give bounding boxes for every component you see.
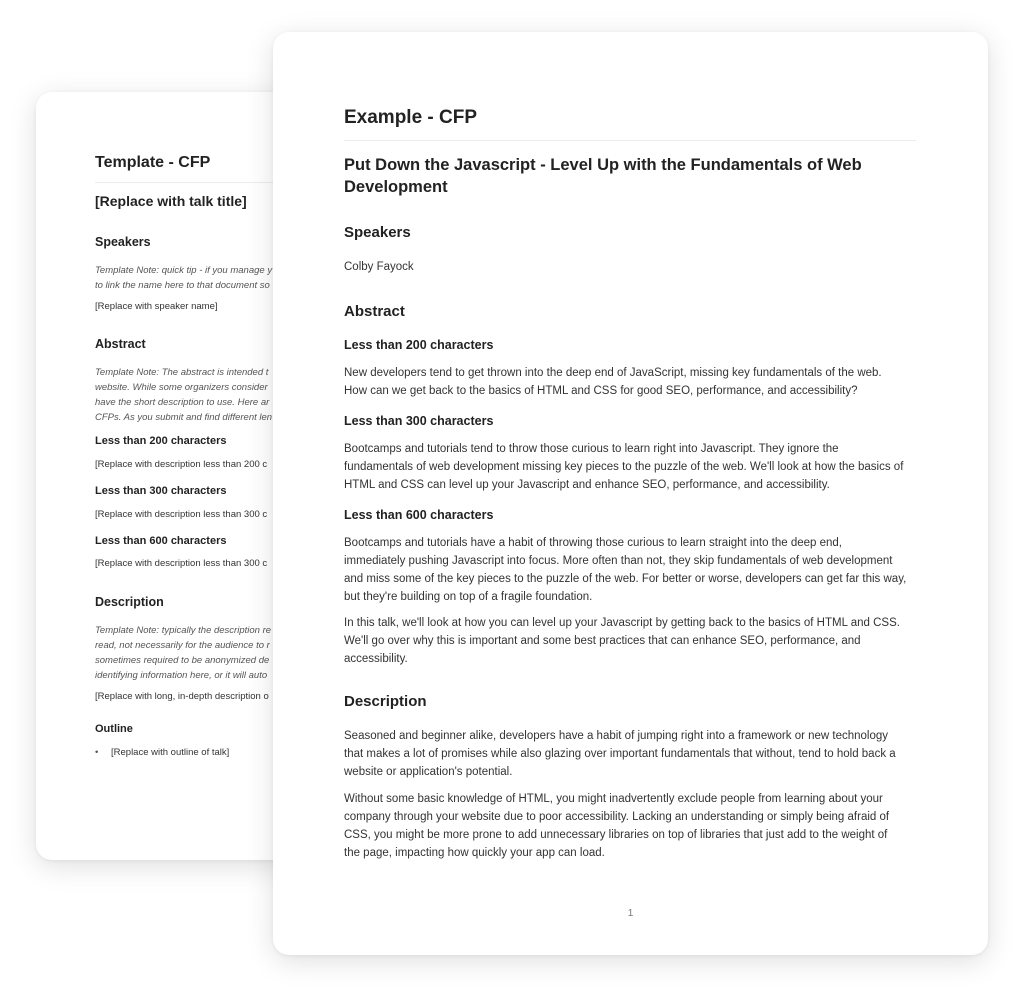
note-line: Template Note: typically the description re <box>95 625 272 636</box>
template-speaker-placeholder: [Replace with speaker name] <box>95 301 218 312</box>
example-description-paragraph-1 <box>344 727 916 781</box>
note-line: read, not necessarily for the audience to r <box>95 640 270 651</box>
text-line: New developers tend to get thrown into the deep end of JavaScript, missing key fundamentals of the web. <box>344 367 882 379</box>
example-abstract-600-heading: Less than 600 characters <box>344 508 494 522</box>
talk-title-line: Put Down the Javascript - Level Up with the Fundamentals of Web <box>344 156 862 174</box>
note-line: Template Note: The abstract is intended t <box>95 367 269 378</box>
template-speakers-heading: Speakers <box>95 235 151 249</box>
template-doc-title: Template - CFP <box>95 154 455 183</box>
note-line: to link the name here to that document so <box>95 280 270 291</box>
text-line: but they're building on top of a fragile foundation. <box>344 591 593 603</box>
example-description-paragraph-2 <box>344 790 916 862</box>
text-line: HTML and CSS can level up your Javascript and enhance SEO, performance, and accessibility. <box>344 479 830 491</box>
template-abstract-heading: Abstract <box>95 337 146 351</box>
talk-title-line: Development <box>344 178 448 196</box>
example-speakers-heading: Speakers <box>344 224 411 241</box>
template-abstract-note <box>95 365 272 425</box>
template-abstract-600-heading: Less than 600 characters <box>95 535 227 547</box>
text-line: the page, impacting how quickly your app can load. <box>344 847 605 859</box>
template-description-placeholder: [Replace with long, in-depth description o <box>95 691 269 702</box>
text-line: How can we get back to the basics of HTML and CSS for good SEO, performance, and accessibility? <box>344 385 858 397</box>
example-document-page <box>273 32 988 955</box>
bullet-icon: • <box>95 747 99 758</box>
template-abstract-200-heading: Less than 200 characters <box>95 435 227 447</box>
example-abstract-300-text <box>344 440 916 494</box>
text-line: In this talk, we'll look at how you can level up your Javascript by getting back to the basics of HTML and CSS. <box>344 617 900 629</box>
template-abstract-200-placeholder: [Replace with description less than 200 c <box>95 459 268 470</box>
example-abstract-200-text <box>344 364 916 400</box>
example-abstract-heading: Abstract <box>344 303 405 320</box>
template-talk-title: [Replace with talk title] <box>95 193 247 209</box>
text-line: website or application's potential. <box>344 766 513 778</box>
text-line: CSS, you might be more prone to add unnecessary libraries on top of libraries that just add to the weight of <box>344 829 888 841</box>
note-line: CFPs. As you submit and find different len <box>95 412 273 423</box>
note-line: sometimes required to be anonymized de <box>95 655 270 666</box>
template-abstract-600-placeholder: [Replace with description less than 300 c <box>95 558 268 569</box>
note-line: Template Note: quick tip - if you manage y <box>95 265 273 276</box>
text-line: Without some basic knowledge of HTML, you might inadvertently exclude people from learning about your <box>344 793 883 805</box>
example-abstract-300-heading: Less than 300 characters <box>344 414 494 428</box>
note-line: website. While some organizers consider <box>95 382 268 393</box>
template-description-heading: Description <box>95 595 164 609</box>
text-line: that makes a lot of promises while also glazing over important fundamentals that without, tend to hold back a <box>344 748 896 760</box>
template-outline-heading: Outline <box>95 723 133 735</box>
text-line: immediately pushing Javascript into focus. More often than not, they skip fundamentals of web development <box>344 555 893 567</box>
template-description-note <box>95 623 271 683</box>
template-abstract-300-placeholder: [Replace with description less than 300 c <box>95 509 268 520</box>
outline-item-text: [Replace with outline of talk] <box>111 747 230 758</box>
text-line: We'll go over why this is important and some best practices that can enhance SEO, performance, and <box>344 635 861 647</box>
text-line: accessibility. <box>344 653 408 665</box>
template-speakers-note <box>95 263 272 293</box>
example-speaker-name: Colby Fayock <box>344 261 414 273</box>
example-talk-title <box>344 154 904 198</box>
text-line: Bootcamps and tutorials tend to throw those curious to learn right into Javascript. They ignore the <box>344 443 839 455</box>
text-line: company through your website due to poor accessibility. Lacking an understanding or simply being afraid of <box>344 811 890 823</box>
text-line: fundamentals of web development missing key pieces to the puzzle of the web. We'll look at how the basics of <box>344 461 904 473</box>
note-line: have the short description to use. Here ar <box>95 397 270 408</box>
example-description-heading: Description <box>344 693 427 710</box>
template-outline-item <box>95 747 229 758</box>
note-line: identifying information here, or it will auto <box>95 670 268 681</box>
example-abstract-600-text <box>344 534 916 606</box>
page-number: 1 <box>627 908 634 919</box>
example-abstract-200-heading: Less than 200 characters <box>344 338 494 352</box>
text-line: Bootcamps and tutorials have a habit of throwing those curious to learn straight into the deep end, <box>344 537 843 549</box>
example-abstract-600-text-continued <box>344 614 916 668</box>
example-doc-title: Example - CFP <box>344 107 916 141</box>
text-line: and miss some of the key pieces to the puzzle of the web. For better or worse, developers can get far this way, <box>344 573 907 585</box>
template-abstract-300-heading: Less than 300 characters <box>95 485 227 497</box>
text-line: Seasoned and beginner alike, developers have a habit of jumping right into a framework or new technology <box>344 730 889 742</box>
